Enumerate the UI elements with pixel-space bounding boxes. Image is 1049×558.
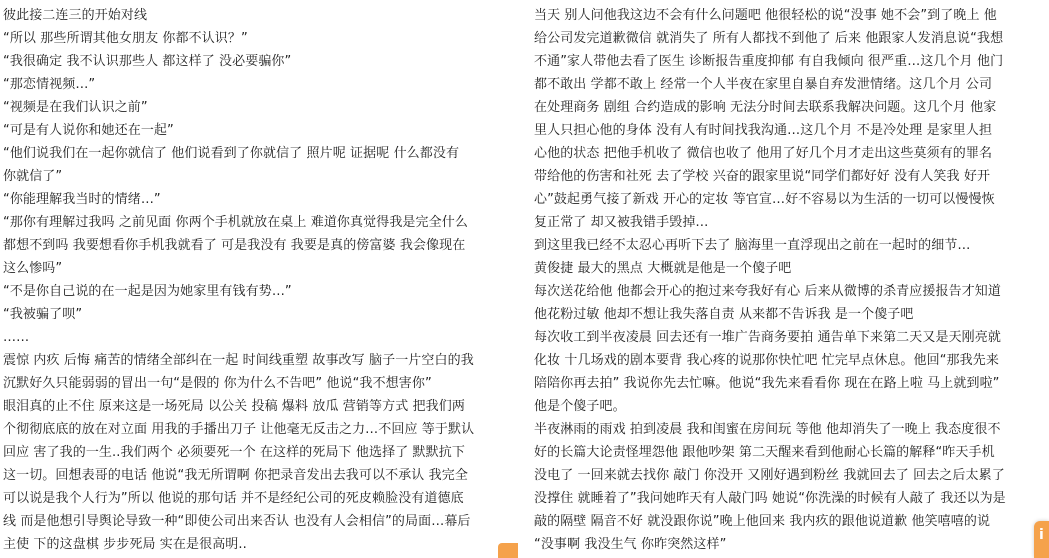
text-line: 没撑住 就睡着了”我问她昨天有人敲门吗 她说“你洗澡的时候有人敲了 我还以为是 — [534, 491, 1006, 506]
text-line: 彼此接二连三的开始对线 — [3, 8, 148, 23]
text-line: 带给他的伤害和社死 去了学校 兴奋的跟家里说“同学们都好好 没有人笑我 好开 — [534, 169, 991, 184]
text-line: 在处理商务 剧组 合约造成的影响 无法分时间去联系我解决问题。这几个月 他家 — [534, 100, 997, 115]
floating-app-button-right[interactable] — [1034, 521, 1049, 558]
text-line: 每次收工到半夜凌晨 回去还有一堆广告商务要拍 通告单下来第二天又是天刚亮就 — [534, 330, 1001, 345]
text-line: 当天 别人问他我这边不会有什么问题吧 他很轻松的说“没事 她不会”到了晚上 他 — [534, 8, 997, 23]
text-line: “视频是在我们认识之前” — [3, 100, 148, 115]
text-line: 心”鼓起勇气接了新戏 开心的定妆 等官宣…好不容易以为生活的一切可以慢慢恢 — [534, 192, 995, 207]
text-line: 眼泪真的止不住 原来这是一场死局 以公关 投稿 爆料 放瓜 营销等方式 把我们两 — [3, 399, 465, 414]
app-float-icon: i — [1039, 527, 1044, 543]
text-line: 陪陪你再去拍” 我说你先去忙嘛。他说“我先来看看你 现在在路上啦 马上就到啦” — [534, 376, 1000, 391]
text-line: 个彻彻底底的放在对立面 用我的手播出刀子 让他毫无反击之力…不回应 等于默认 — [3, 422, 475, 437]
text-line: 可以说是我个人行为”所以 他说的那句话 并不是经纪公司的死皮赖脸没有道德底 — [3, 491, 464, 506]
text-line: 这一切。回想表哥的电话 他说“我无所谓啊 你把录音发出去我可以不承认 我完全 — [3, 468, 468, 483]
text-line: “没事啊 我没生气 你昨突然这样” — [534, 537, 727, 552]
text-line: “不是你自己说的在一起是因为她家里有钱有势…” — [3, 284, 292, 299]
text-line: 到这里我已经不太忍心再听下去了 脑海里一直浮现出之前在一起时的细节… — [534, 238, 971, 253]
text-line: “我很确定 我不认识那些人 都这样了 没必要骗你” — [3, 54, 292, 69]
text-line: 这么惨吗” — [3, 261, 63, 276]
text-line: 回应 害了我的一生..我们两个 必须要死一个 在这样的死局下 他选择了 默默抗下 — [3, 445, 465, 460]
text-line: 黄俊捷 最大的黑点 大概就是他是一个傻子吧 — [534, 261, 792, 276]
text-line: 化妆 十几场戏的剧本要背 我心疼的说那你快忙吧 忙完早点休息。他回“那我先来 — [534, 353, 999, 368]
text-line: …… — [3, 330, 30, 345]
text-line: 沉默好久只能弱弱的冒出一句“是假的 你为什么不告吧” 他说“我不想害你” — [3, 376, 432, 391]
text-line: 没电了 一回来就去找你 敲门 你没开 又刚好遇到粉丝 我就回去了 回去之后太累了 — [534, 468, 1005, 483]
text-line: 他是个傻子吧。 — [534, 399, 626, 414]
text-line: 他花粉过敏 他却不想让我失落自责 从来都不告诉我 是一个傻子吧 — [534, 307, 914, 322]
text-line: 都想不到吗 我要想看你手机我就看了 可是我没有 我要是真的傍富婆 我会像现在 — [3, 238, 466, 253]
text-line: 半夜淋雨的雨戏 拍到凌晨 我和闺蜜在房间玩 等他 他却消失了一晚上 我态度很不 — [534, 422, 1001, 437]
left-text-column — [0, 0, 506, 558]
text-line: “我被骗了呗” — [3, 307, 83, 322]
text-line: 不通”家人带他去看了医生 诊断报告重度抑郁 有自我倾向 很严重…这几个月 他门 — [534, 54, 1004, 69]
text-line: 里人只担心他的身体 没有人有时间找我沟通…这几个月 不是冷处理 是家里人担 — [534, 123, 993, 138]
text-line: 心他的状态 把他手机收了 微信也收了 他用了好几个月才走出这些莫须有的罪名 — [534, 146, 993, 161]
text-line: 复正常了 却又被我错手毁掉… — [534, 215, 709, 230]
right-text-column — [534, 0, 1049, 558]
text-line: 都不敢出 学都不敢上 经常一个人半夜在家里自暴自弃发泄情绪。这几个月 公司 — [534, 77, 993, 92]
text-line: 给公司发完道歉微信 就消失了 所有人都找不到他了 后来 他跟家人发消息说“我想 — [534, 31, 1004, 46]
text-line: 好的长篇大论责怪埋怨他 跟他吵架 第二天醒来看到他耐心长篇的解释“昨天手机 — [534, 445, 995, 460]
text-line: “那你有理解过我吗 之前见面 你两个手机就放在桌上 难道你真觉得我是完全什么 — [3, 215, 468, 230]
text-line: 线 而是他想引导舆论导致一种“即使公司出来否认 也没有人会相信”的局面…幕后 — [3, 514, 471, 529]
text-line: “那恋情视频…” — [3, 77, 96, 92]
floating-app-button[interactable] — [498, 543, 518, 558]
text-line: “他们说我们在一起你就信了 他们说看到了你就信了 照片呢 证据呢 什么都没有 — [3, 146, 460, 161]
text-line: 每次送花给他 他都会开心的抱过来夸我好有心 后来从微博的杀青应援报告才知道 — [534, 284, 1001, 299]
text-line: “所以 那些所谓其他女朋友 你都不认识？” — [3, 31, 248, 46]
text-line: “你能理解我当时的情绪…” — [3, 192, 161, 207]
text-line: “可是有人说你和她还在一起” — [3, 123, 174, 138]
text-line: 震惊 内疚 后悔 痛苦的情绪全部纠在一起 时间线重塑 故事改写 脑子一片空白的我 — [3, 353, 474, 368]
text-line: 主使 下的这盘棋 步步死局 实在是很高明.. — [3, 537, 247, 552]
text-line: 你就信了” — [3, 169, 63, 184]
text-line: 敲的隔壁 隔音不好 就没跟你说”晚上他回来 我内疚的跟他说道歉 他笑嘻嘻的说 — [534, 514, 991, 529]
